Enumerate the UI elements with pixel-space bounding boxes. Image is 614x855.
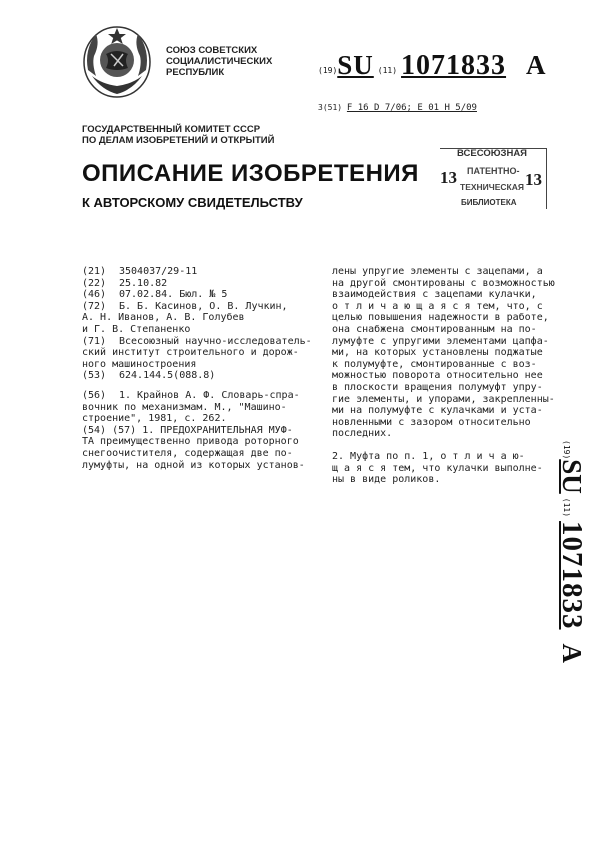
claim-line: целью повышения надежности в работе, (332, 312, 549, 324)
stamp-line: БИБЛИОТЕКА (461, 198, 517, 207)
claim-line: к полумуфте, смонтированные с воз- (332, 358, 537, 370)
stamp-line: ВСЕСОЮЗНАЯ (457, 148, 528, 159)
pub-country: SU (337, 50, 374, 80)
claims-column (332, 266, 555, 486)
claim-line: она снабжена смонтированным на по- (332, 323, 537, 335)
biblio-value: и Г. В. Степаненко (82, 323, 191, 335)
claim-line: лумуфте с упругими элементами цапфа- (332, 335, 549, 347)
claim-code: (54) (57) (82, 424, 137, 436)
references (82, 390, 314, 402)
claim-line: новленными с зазором относительно (332, 416, 531, 428)
reference-line: вочник по механизмам. М., "Машино- (82, 401, 287, 413)
pub-code-19: (19) (318, 65, 338, 75)
org-name (166, 45, 272, 78)
biblio-entry (82, 266, 314, 278)
claim2-line: щ а я с я тем, что кулачки выполне- (332, 462, 543, 474)
publication-number (318, 50, 546, 82)
pub-number: 1071833 (556, 521, 588, 630)
vertical-publication-number (548, 440, 588, 680)
document-subtitle: К АВТОРСКОМУ СВИДЕТЕЛЬСТВУ (82, 195, 303, 210)
pub-code-19: (19) (562, 440, 572, 460)
ipc-code: 3(51) (318, 103, 343, 112)
claim-heading (82, 425, 314, 437)
biblio-entry (82, 336, 314, 348)
claim2-line: ны в виде роликов. (332, 474, 441, 486)
bibliographic-data (82, 266, 314, 471)
claim-line: лумуфты, на одной из которых установ- (82, 459, 305, 471)
stamp-right-number: 13 (525, 170, 542, 189)
biblio-entry (82, 278, 314, 290)
org-line: СОЦИАЛИСТИЧЕСКИХ (166, 56, 273, 67)
claim-line: лены упругие элементы с зацепами, а (332, 266, 543, 277)
pub-number: 1071833 (401, 50, 507, 81)
references-code: (56) (82, 389, 107, 401)
claim-line: последних. (332, 428, 393, 440)
biblio-code: (22) (82, 277, 107, 289)
biblio-code: (53) (82, 370, 107, 382)
ipc-classification (318, 103, 477, 113)
stamp-left-number: 13 (440, 168, 457, 187)
pub-code-11: (11) (377, 65, 398, 75)
biblio-code: (46) (82, 289, 107, 301)
claim-line: о т л и ч а ю щ а я с я тем, что, с (332, 300, 543, 312)
org-line: РЕСПУБЛИК (166, 67, 225, 78)
stamp-line: ПАТЕНТНО- (467, 166, 520, 176)
document-title: ОПИСАНИЕ ИЗОБРЕТЕНИЯ (82, 160, 419, 187)
biblio-entry (82, 289, 314, 301)
pub-country: SU (557, 459, 587, 494)
claim-line: в плоскости вращения полумуфт упру- (332, 381, 543, 393)
biblio-entry (82, 301, 314, 313)
biblio-value: ский институт строительного и дорож- (82, 347, 299, 359)
biblio-value: 624.144.5(088.8) (119, 370, 216, 382)
claim-line: ТА преимущественно привода роторного (82, 436, 299, 448)
committee-line: ГОСУДАРСТВЕННЫЙ КОМИТЕТ СССР (82, 124, 261, 135)
pub-code-11: (11) (562, 497, 572, 518)
pub-kind: A (557, 643, 587, 664)
claim-line: на другой смонтированы с возможностью (332, 277, 555, 289)
biblio-value: 07.02.84. Бюл. № 5 (119, 289, 228, 301)
biblio-value: Всесоюзный научно-исследователь- (119, 335, 312, 347)
claim-line: 1. ПРЕДОХРАНИТЕЛЬНАЯ МУФ- (142, 424, 293, 436)
biblio-value: 3504037/29-11 (119, 266, 198, 277)
reference-line: 1. Крайнов А. Ф. Словарь-спра- (119, 389, 300, 401)
biblio-code: (72) (82, 300, 107, 312)
claim-line: ми на полумуфте с кулачками и уста- (332, 405, 543, 417)
biblio-value: 25.10.82 (119, 277, 168, 289)
ussr-emblem (78, 20, 156, 102)
biblio-value: ного машиностроения (82, 358, 197, 370)
biblio-code: (71) (82, 335, 107, 347)
committee-line: ПО ДЕЛАМ ИЗОБРЕТЕНИЙ И ОТКРЫТИЙ (82, 135, 275, 146)
biblio-code: (21) (82, 266, 107, 277)
claim-line: взаимодействия с зацепами кулачки, (332, 289, 537, 301)
reference-line: строение", 1981, с. 262. (82, 413, 227, 425)
claim-line: снегоочистителя, содержащая две по- (82, 447, 293, 459)
org-line: СОЮЗ СОВЕТСКИХ (166, 45, 258, 56)
pub-kind: A (526, 50, 546, 80)
claim-line: гие элементы, и упорами, закрепленны- (332, 393, 555, 405)
biblio-value: А. Н. Иванов, А. В. Голубев (82, 312, 245, 324)
ussr-emblem-icon (78, 20, 156, 102)
biblio-entry (82, 370, 314, 382)
claim-line: можностью поворота относительно нее (332, 370, 543, 382)
claim-line: ми, на которых установлены поджатые (332, 347, 543, 359)
claim2-line: 2. Муфта по п. 1, о т л и ч а ю- (332, 450, 525, 462)
biblio-value: Б. Б. Касинов, О. В. Лучкин, (119, 300, 288, 312)
committee-name (82, 124, 274, 146)
stamp-line: ТЕХНИЧЕСКАЯ (460, 182, 524, 192)
vertical-pub-text (555, 440, 588, 663)
ipc-value: F 16 D 7/06; E 01 H 5/09 (346, 103, 477, 113)
